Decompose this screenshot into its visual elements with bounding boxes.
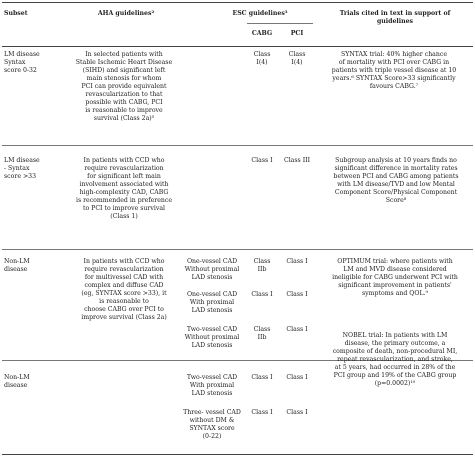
row4a-cabg: Class I (251, 374, 273, 381)
row2-aha-line5: high-complexity CAD, CABG (79, 189, 169, 196)
row1-aha-line8: is reasonable to improve (85, 107, 163, 114)
row1-pci-line1: Class (288, 51, 306, 58)
row2-trials-line6: Score⁸ (385, 197, 407, 204)
row1-trials-line5: favours CABG.⁷ (369, 83, 419, 90)
trials-header-line2: guidelines (376, 18, 414, 25)
row4a-criteria-line1: Two-vessel CAD (186, 374, 238, 381)
row1-cabg-line1: Class (253, 51, 271, 58)
cabg-header: CABG (251, 30, 273, 37)
row3-trials-line1: OPTIMUM trial: where patients with (337, 258, 453, 265)
row3-trials-line5: symptoms and QOL.⁹ (361, 290, 429, 297)
row2-aha-line8: (Class 1) (110, 213, 138, 220)
row3-subset-line1: Non-LM (4, 258, 30, 265)
row3b-cabg: Class I (251, 291, 273, 298)
aha-header: AHA guidelines² (97, 10, 155, 17)
table-bottom-rule (2, 454, 473, 455)
row-divider-2 (2, 249, 473, 250)
row1-subset-line2: Syntax (4, 59, 26, 66)
row3a-criteria-line2: Without proximal (184, 266, 240, 273)
row3b-pci: Class I (286, 291, 308, 298)
row4-trials-line3: composite of death, non-procedural MI, (332, 348, 458, 355)
row3c-criteria-line1: Two-vessel CAD (186, 326, 238, 333)
row4-trials-line6: PCI group and 19% of the CABG group (333, 372, 457, 379)
row4-subset-line1: Non-LM (4, 374, 30, 381)
row4b-criteria-line4: (0-22) (202, 433, 222, 440)
row3b-criteria-line3: LAD stenosis (191, 307, 233, 314)
row3-trials-line3: ineligible for CABG underwent PCI with (332, 274, 458, 281)
header-bottom-rule (2, 46, 473, 47)
row3-aha-line6: is reasonable to (99, 298, 149, 305)
row3c-cabg-line1: Class (253, 326, 271, 333)
row3-trials-line4: significant improvement in patients' (338, 282, 452, 289)
row1-aha-line5: PCI can provide equivalent (81, 83, 167, 90)
row1-trials-line1: SYNTAX trial: 40% higher chance (341, 51, 447, 58)
row4-trials-line2: disease, the primary outcome, a (344, 340, 446, 347)
row1-subset-line3: score 0-32 (4, 67, 37, 74)
row1-aha-line6: revascularization to that (85, 91, 163, 98)
row2-subset-line1: LM disease (4, 157, 40, 164)
row3c-criteria-line2: Without proximal (184, 334, 240, 341)
row3b-criteria-line1: One-vessel CAD (186, 291, 238, 298)
row1-trials-line4: years.⁶ SYNTAX Score>33 significantly (332, 75, 456, 82)
row3a-criteria-line1: One-vessel CAD (186, 258, 238, 265)
row3-subset-line2: disease (4, 266, 28, 273)
row3-aha-line7: choose CABG over PCI to (84, 306, 164, 313)
row2-aha-line7: to PCI to improve survival (82, 205, 166, 212)
row4-trials-line4: repeat revascularization, and stroke, (337, 356, 453, 363)
row3a-cabg-line1: Class (253, 258, 271, 265)
row2-trials-line5: Component Score/Physical Component (334, 189, 458, 196)
row4b-criteria-line2: without DM & (189, 417, 235, 424)
row4b-cabg: Class I (251, 409, 273, 416)
trials-header-line1: Trials cited in text in support of (339, 10, 451, 17)
row3-aha-line3: for multivessel CAD with (84, 274, 164, 281)
row1-subset-line1: LM disease (4, 51, 40, 58)
row3c-criteria-line3: LAD stenosis (191, 342, 233, 349)
row2-aha-line3: for significant left main (87, 173, 161, 180)
row2-subset-line2: - Syntax (4, 165, 30, 172)
esc-header-rule (247, 23, 313, 24)
esc-header: ESC guidelines³ (232, 10, 288, 17)
row3-aha-line5: (eg, SYNTAX score >33), it (81, 290, 167, 297)
row1-aha-line2: Stable Ischemic Heart Disease (75, 59, 173, 66)
pci-header: PCI (290, 30, 304, 37)
row1-trials-line3: patients with triple vessel disease at 10 (331, 67, 457, 74)
row-divider-1 (2, 145, 473, 146)
row1-trials-line2: of mortality with PCI over CABG in (338, 59, 450, 66)
row4a-criteria-line3: LAD stenosis (191, 390, 233, 397)
row3-aha-line2: require revascularization (84, 266, 164, 273)
row1-pci-line2: I(4) (291, 59, 303, 66)
row3a-criteria-line3: LAD stenosis (191, 274, 233, 281)
row4b-criteria-line3: SYNTAX score (189, 425, 235, 432)
row3a-pci: Class I (286, 258, 308, 265)
row4b-pci: Class I (286, 409, 308, 416)
row4a-criteria-line2: With proximal (189, 382, 235, 389)
subset-header: Subset (4, 10, 28, 17)
row3a-cabg-line2: IIb (257, 266, 267, 273)
row4-subset-line2: disease (4, 382, 28, 389)
row3-trials-line2: LM and MVD disease considered (343, 266, 447, 273)
row2-cabg: Class I (251, 157, 273, 164)
row3-aha-line8: improve survival (Class 2a) (81, 314, 167, 321)
row1-aha-line4: main stenosis for whom (86, 75, 162, 82)
row2-subset-line3: score >33 (4, 173, 37, 180)
row2-aha-line4: involvement associated with (79, 181, 169, 188)
row1-aha-line9: survival (Class 2a)⁵ (93, 115, 155, 122)
row2-trials-line3: between PCI and CABG among patients (333, 173, 459, 180)
row4-trials-line7: (p=0.0002)¹⁰ (374, 380, 416, 387)
row2-aha-line2: require revascularization (84, 165, 164, 172)
row2-aha-line1: In patients with CCD who (83, 157, 165, 164)
row3-aha-line4: complex and diffuse CAD (84, 282, 164, 289)
row3c-cabg-line2: IIb (257, 334, 267, 341)
row2-pci: Class III (283, 157, 311, 164)
row1-aha-line1: In selected patients with (85, 51, 163, 58)
row3b-criteria-line2: With proximal (189, 299, 235, 306)
row3c-pci: Class I (286, 326, 308, 333)
table-top-rule (2, 2, 473, 3)
row4-trials-line5: at 5 years, had occurred in 28% of the (334, 364, 456, 371)
row1-aha-line7: possible with CABG, PCI (85, 99, 163, 106)
row2-trials-line4: with LM disease/TVD and low Mental (337, 181, 455, 188)
row2-trials-line1: Subgroup analysis at 10 years finds no (335, 157, 457, 164)
row1-aha-line3: (SIHD) and significant left (82, 67, 166, 74)
row4a-pci: Class I (286, 374, 308, 381)
row4-trials-line1: NOBEL trial: In patients with LM (342, 332, 448, 339)
row1-cabg-line2: I(4) (256, 59, 268, 66)
row2-aha-line6: is recommended in preference (75, 197, 173, 204)
row2-trials-line2: significant difference in mortality rates (334, 165, 458, 172)
row3-aha-line1: In patients with CCD who (83, 258, 165, 265)
row4b-criteria-line1: Three- vessel CAD (183, 409, 241, 416)
